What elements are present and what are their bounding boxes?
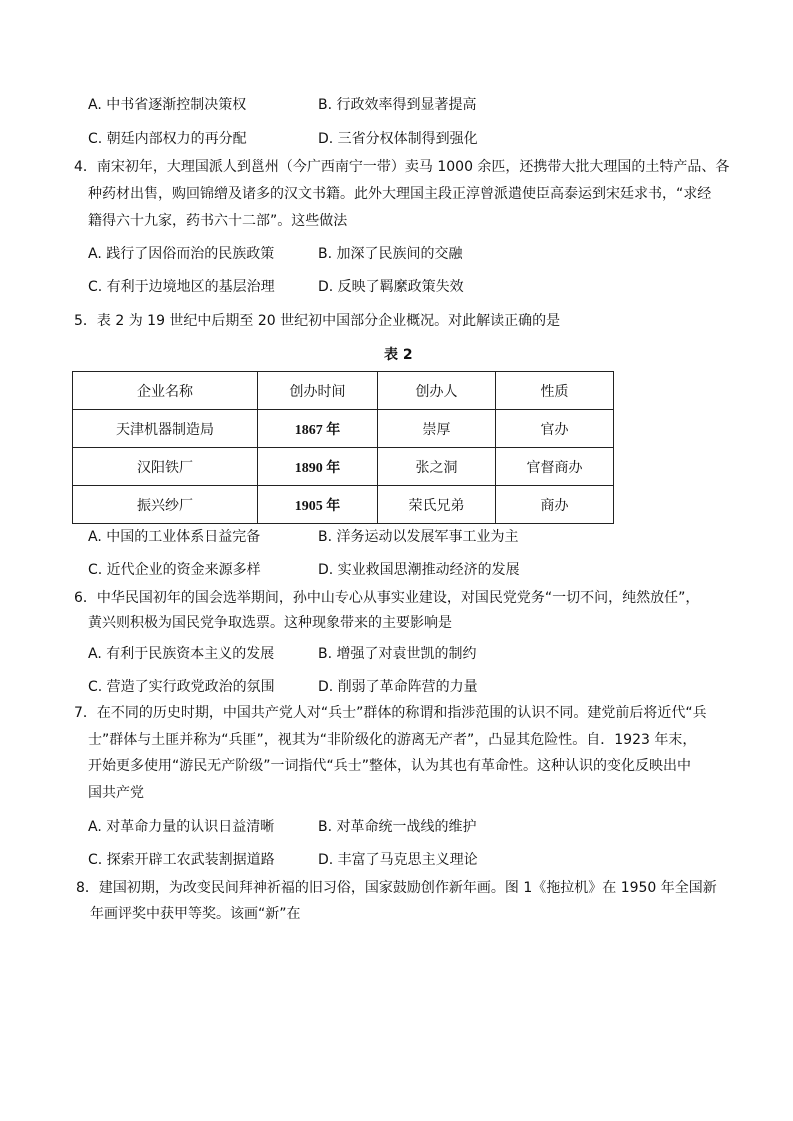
table-cell: 天津机器制造局 xyxy=(73,410,258,448)
table-row xyxy=(73,448,614,486)
table-cell: 官督商办 xyxy=(496,448,614,486)
table-header-row xyxy=(73,372,614,410)
q7-option-a: A. 对革命力量的认识日益清晰 xyxy=(88,819,275,835)
q4-option-a: A. 践行了因俗而治的民族政策 xyxy=(88,246,275,262)
q3-option-b: B. 行政效率得到显著提高 xyxy=(318,97,477,113)
table-cell: 1867 年 xyxy=(258,410,378,448)
q7-stem-line-4: 国共产党 xyxy=(88,785,144,801)
table-cell: 官办 xyxy=(496,410,614,448)
table-cell: 崇厚 xyxy=(378,410,496,448)
q6-option-d: D. 削弱了革命阵营的力量 xyxy=(318,679,478,695)
q6-stem-line-1: 6．中华民国初年的国会选举期间，孙中山专心从事实业建设，对国民党党务“一切不问，纯然放任”， xyxy=(74,590,700,606)
table-header-cell: 性质 xyxy=(496,372,614,410)
table-caption: 表 2 xyxy=(384,347,413,363)
q4-stem-line-2: 种药材出售，购回锦缯及诸多的汉文书籍。此外大理国主段正淳曾派遣使臣高泰运到宋廷求书，“求经 xyxy=(88,186,712,202)
table-header-cell: 创办时间 xyxy=(258,372,378,410)
q5-option-b: B. 洋务运动以发展军事工业为主 xyxy=(318,529,519,545)
q7-option-d: D. 丰富了马克思主义理论 xyxy=(318,852,478,868)
q5-option-d: D. 实业救国思潮推动经济的发展 xyxy=(318,562,520,578)
table-cell: 1905 年 xyxy=(258,486,378,524)
q7-option-c: C. 探索开辟工农武装割据道路 xyxy=(88,852,275,868)
q8-stem-line-1: 8．建国初期，为改变民间拜神祈福的旧习俗，国家鼓励创作新年画。图 1《拖拉机》在 1950 年全国新 xyxy=(76,880,717,896)
q5-option-a: A. 中国的工业体系日益完备 xyxy=(88,529,261,545)
q6-option-a: A. 有利于民族资本主义的发展 xyxy=(88,646,275,662)
table-cell: 汉阳铁厂 xyxy=(73,448,258,486)
enterprise-table xyxy=(72,371,614,524)
q4-stem-line-3: 籍得六十九家，药书六十二部”。这些做法 xyxy=(88,213,348,229)
table-header-cell: 企业名称 xyxy=(73,372,258,410)
q7-stem-line-2: 士”群体与土匪并称为“兵匪”，视其为“非阶级化的游离无产者”，凸显其危险性。自．1923 年末， xyxy=(88,732,697,748)
q4-stem-line-1: 4．南宋初年，大理国派人到邕州（今广西南宁一带）卖马 1000 余匹，还携带大批大理国的土特产品、各 xyxy=(74,159,730,175)
q8-stem-line-2: 年画评奖中获甲等奖。该画“新”在 xyxy=(90,906,301,922)
table-cell: 1890 年 xyxy=(258,448,378,486)
table-row xyxy=(73,410,614,448)
table-cell: 荣氏兄弟 xyxy=(378,486,496,524)
q6-option-b: B. 增强了对袁世凯的制约 xyxy=(318,646,477,662)
q4-option-b: B. 加深了民族间的交融 xyxy=(318,246,463,262)
q7-option-b: B. 对革命统一战线的维护 xyxy=(318,819,477,835)
table-cell: 张之洞 xyxy=(378,448,496,486)
q3-option-c: C. 朝廷内部权力的再分配 xyxy=(88,131,247,147)
q6-option-c: C. 营造了实行政党政治的氛围 xyxy=(88,679,275,695)
q3-option-d: D. 三省分权体制得到强化 xyxy=(318,131,478,147)
q5-stem: 5．表 2 为 19 世纪中后期至 20 世纪初中国部分企业概况。对此解读正确的是 xyxy=(74,313,561,329)
q7-stem-line-1: 7．在不同的历史时期，中国共产党人对“兵士”群体的称谓和指涉范围的认识不同。建党前后将近代“兵 xyxy=(74,705,707,721)
table-row xyxy=(73,486,614,524)
q5-option-c: C. 近代企业的资金来源多样 xyxy=(88,562,261,578)
table-cell: 商办 xyxy=(496,486,614,524)
q4-option-c: C. 有利于边境地区的基层治理 xyxy=(88,279,275,295)
q6-stem-line-2: 黄兴则积极为国民党争取选票。这种现象带来的主要影响是 xyxy=(88,615,452,631)
q4-option-d: D. 反映了羁縻政策失效 xyxy=(318,279,464,295)
table-cell: 振兴纱厂 xyxy=(73,486,258,524)
q3-option-a: A. 中书省逐渐控制决策权 xyxy=(88,97,247,113)
table-header-cell: 创办人 xyxy=(378,372,496,410)
q7-stem-line-3: 开始更多使用“游民无产阶级”一词指代“兵士”整体，认为其也有革命性。这种认识的变化反映出中 xyxy=(88,758,692,774)
